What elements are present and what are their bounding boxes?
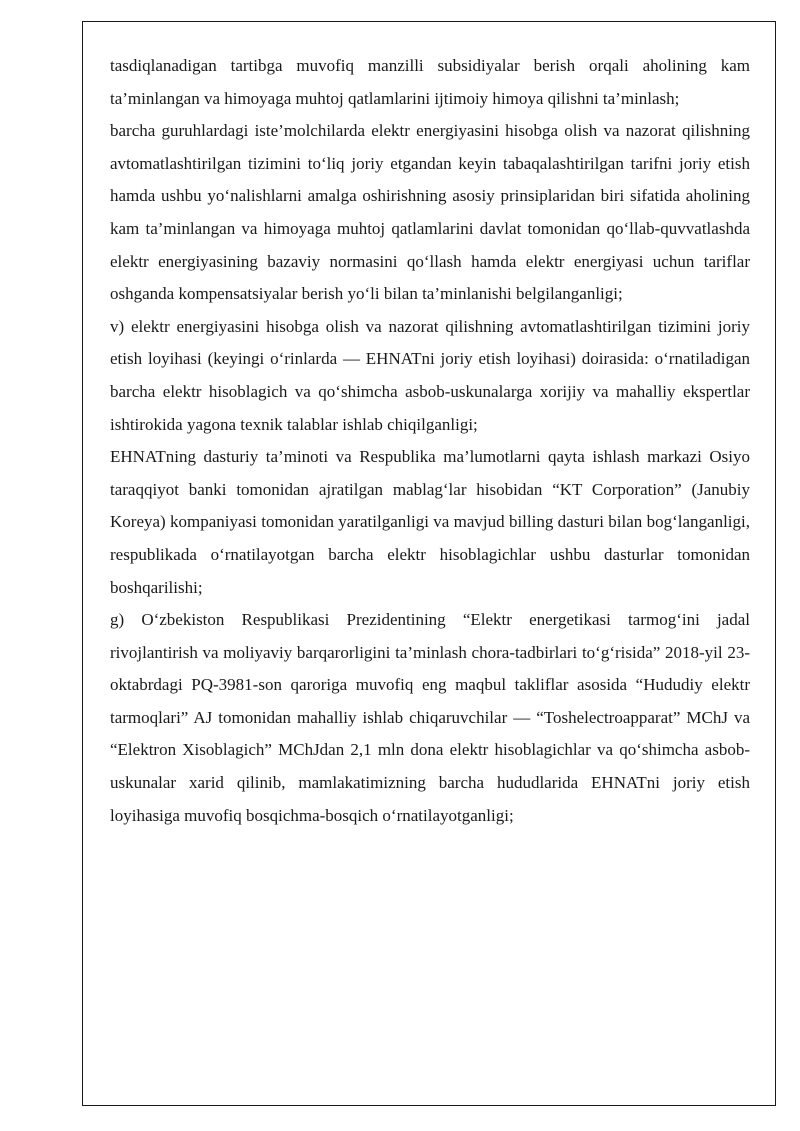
paragraph-v-technical-requirements: v) elektr energiyasini hisobga olish va nazorat qilishning avtomatlashtirilgan tizimini joriy etish loyihasi (keyingi o‘rinlarda — EHNATni joriy etish loyihasi) doirasida: o‘rnatiladigan barcha elektr hisoblagich va qo‘shimcha asbob-uskunalarga xorijiy va mahalliy ekspertlar ishtirokida yagona texnik talablar ishlab chiqilganligi;: [110, 316, 750, 434]
paragraph-g-presidential-decree: g) O‘zbekiston Respublikasi Prezidentining “Elektr energetikasi tarmog‘ini jadal rivojlantirish va moliyaviy barqarorligini ta’minlash chora-tadbirlari to‘g‘risida” 2018-yil 23-oktabrdagi PQ-3981-son qaroriga muvofiq eng maqbul takliflar asosida “Hududiy elektr tarmoqlari” AJ tomonidan mahalliy ishlab chiqaruvchilar — “Toshelectroapparat” MChJ va “Elektron Xisoblagich” MChJdan 2,1 mln dona elektr hisoblagichlar va qo‘shimcha asbob-uskunalar xarid qilinib, mamlakatimizning barcha hududlarida EHNATni joriy etish loyihasiga muvofiq bosqichma-bosqich o‘rnatilayotganligi;: [110, 610, 750, 825]
document-body: [110, 50, 750, 832]
paragraph-software-kt-corporation: EHNATning dasturiy ta’minoti va Respublika ma’lumotlarni qayta ishlash markazi Osiyo taraqqiyot banki tomonidan ajratilgan mablag‘lar hisobidan “KT Corporation” (Janubiy Koreya) kompaniyasi tomonidan yaratilganligi va mavjud billing dasturi bilan bog‘langanligi, respublikada o‘rnatilayotgan barcha elektr hisoblagichlar ushbu dasturlar tomonidan boshqarilishi;: [110, 447, 750, 597]
paragraph-differentiated-tariff: barcha guruhlardagi iste’molchilarda elektr energiyasini hisobga olish va nazorat qilishning avtomatlashtirilgan tizimini to‘liq joriy etgandan keyin tabaqalashtirilgan tarifni joriy etish hamda ushbu yo‘nalishlarni amalga oshirishning asosiy prinsiplaridan biri sifatida aholining kam ta’minlangan va himoyaga muhtoj qatlamlarini davlat tomonidan qo‘llab-quvvatlashda elektr energiyasining bazaviy normasini qo‘llash hamda elektr energiyasi uchun tariflar oshganda kompensatsiyalar berish yo‘li bilan ta’minlanishi belgilanganligi;: [110, 121, 750, 304]
paragraph-social-protection: tasdiqlanadigan tartibga muvofiq manzilli subsidiyalar berish orqali aholining kam ta’minlangan va himoyaga muhtoj qatlamlarini ijtimoiy himoya qilishni ta’minlash;: [110, 56, 750, 108]
